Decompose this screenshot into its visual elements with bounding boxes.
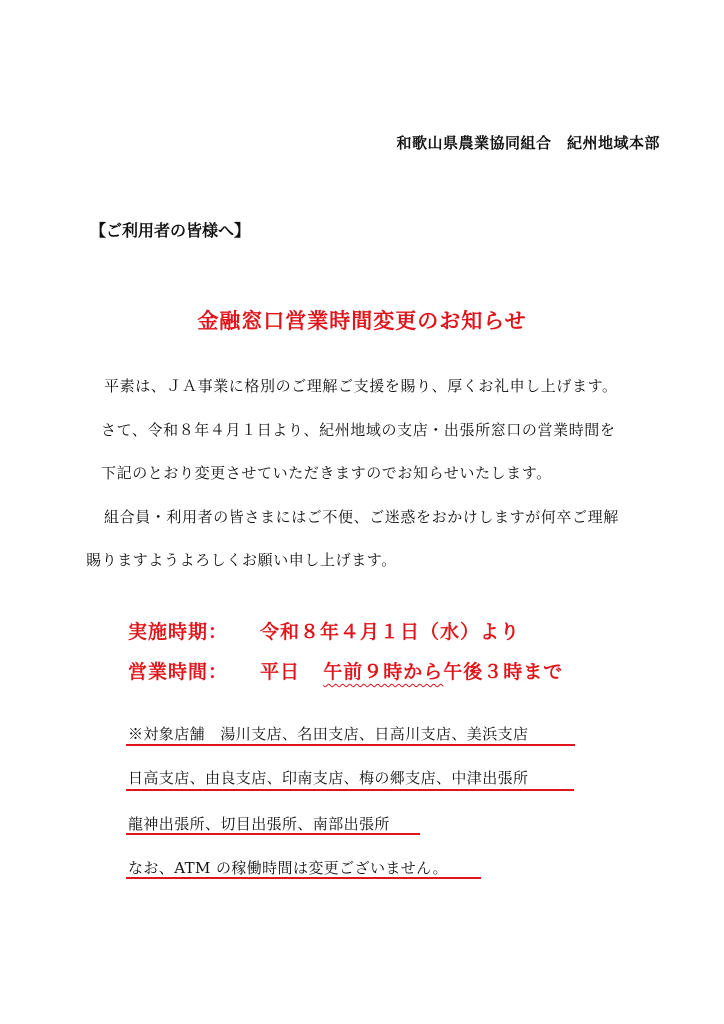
hours-end: 午後３時まで bbox=[443, 661, 564, 683]
organization-name: 和歌山県農業協同組合 紀州地域本部 bbox=[396, 134, 660, 152]
hours-weekday: 平日 bbox=[260, 661, 301, 683]
target-stores-line: 日高支店、由良支店、印南支店、梅の郷支店、中津出張所 bbox=[128, 769, 529, 787]
body-line: 組合員・利用者の皆さまにはご不便、ご迷惑をおかけしますが何卒ご理解 bbox=[104, 508, 619, 526]
red-underline bbox=[126, 789, 574, 791]
body-line: 平素は、ＪＡ事業に格別のご理解ご支援を賜り、厚くお礼申し上げます。 bbox=[104, 377, 618, 395]
body-line: さて、令和８年４月１日より、紀州地域の支店・出張所窓口の営業時間を bbox=[101, 421, 616, 439]
hours-start: 午前９時から bbox=[323, 661, 444, 683]
business-hours-label: 営業時間： bbox=[128, 661, 229, 683]
notice-title: 金融窓口営業時間変更のお知らせ bbox=[197, 308, 527, 333]
atm-note: なお、ATM の稼働時間は変更ございません。 bbox=[128, 859, 448, 877]
target-stores-line: 龍神出張所、切目出張所、南部出張所 bbox=[128, 815, 390, 833]
red-underline bbox=[126, 744, 575, 746]
red-underline bbox=[126, 877, 481, 879]
business-hours-value bbox=[260, 657, 563, 684]
body-line: 賜りますようよろしくお願い申し上げます。 bbox=[86, 551, 397, 569]
salutation: 【ご利用者の皆様へ】 bbox=[90, 221, 251, 240]
target-stores-line: ※対象店舗 湯川支店、名田支店、日高川支店、美浜支店 bbox=[128, 725, 529, 743]
implementation-date-value: 令和８年４月１日（水）より bbox=[260, 621, 521, 643]
red-underline bbox=[126, 833, 420, 835]
implementation-date-label: 実施時期： bbox=[128, 621, 229, 643]
body-line: 下記のとおり変更させていただきますのでお知らせいたします。 bbox=[101, 464, 552, 482]
